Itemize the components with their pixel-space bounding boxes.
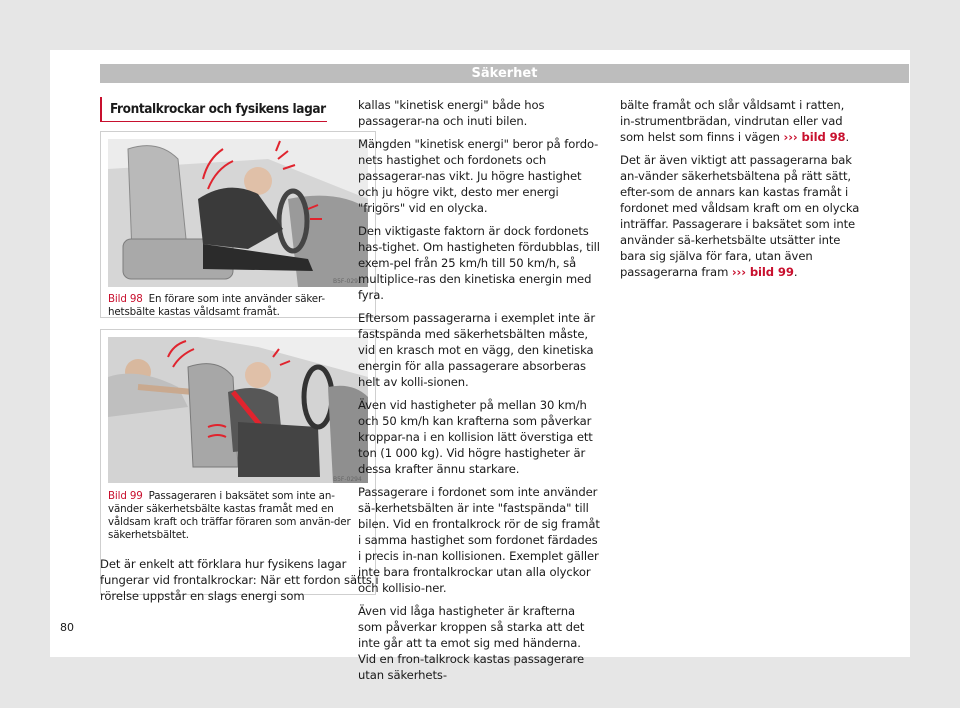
text-column-1: [100, 556, 380, 611]
figure-caption-text: En förare som inte använder säker-hetsbälte kastas våldsamt framåt.: [108, 293, 325, 318]
manual-page: [50, 50, 910, 682]
figure-label: Bild 99: [108, 490, 143, 502]
section-header: Säkerhet: [100, 64, 909, 83]
paragraph: Eftersom passagerarna i exemplet inte är fastspända med säkerhetsbälten måste, vid en krasch mot en vägg, den kinetiska energin för alla passagerare absorberas helt av kolli-sionen.: [358, 311, 595, 389]
section-heading: Frontalkrockar och fysikens lagar: [100, 97, 327, 122]
paragraph: Passagerare i fordonet som inte använder sä-kerhetsbälten är inte "fastspända" till bilen. Vid en frontalkrock rör de sig framåt i samma hastighet som fordonet färdades i precis in-nan kollisionen. Exemplet gäller inte bara frontalkrockar utan alla olyckor och kollisio-ner.: [358, 485, 600, 595]
period: .: [845, 130, 850, 144]
rear-passenger-crash-illustration: [108, 337, 368, 483]
figure-label: Bild 98: [108, 293, 143, 305]
figure-98-link[interactable]: ››› bild 98: [783, 130, 846, 144]
figure-caption-text: Passageraren i baksätet som inte an-vänder säkerhetsbälte kastas framåt med en våldsam kraft och träffar föraren som använ-der säkerhetsbältet.: [108, 490, 351, 541]
image-code: B5F-0293: [333, 278, 362, 285]
paragraph: [620, 97, 860, 145]
paragraph: Det är enkelt att förklara hur fysikens lagar fungerar vid frontalkrockar: När ett fordon sätts i rörelse uppstår en slags energi som: [100, 557, 379, 603]
figure-99-link[interactable]: ››› bild 99: [731, 265, 794, 279]
figure-98: [100, 131, 376, 318]
paragraph: [620, 152, 860, 280]
paragraph: Även vid låga hastigheter är krafterna som påverkar kroppen så starka att det inte går att ta emot sig med händerna. Vid en fron-talkrock kastas passagerare utan säkerhets-: [358, 604, 585, 682]
paragraph-text: bälte framåt och slår våldsamt i ratten, in-strumentbrädan, vindrutan eller vad som helst som finns i vägen: [620, 98, 845, 144]
text-column-2: [358, 97, 600, 690]
image-code: B5F-0294: [333, 476, 362, 483]
paragraph: kallas "kinetisk energi" både hos passagerar-na och inuti bilen.: [358, 98, 545, 128]
page-number: 80: [60, 621, 74, 634]
figure-caption: [108, 293, 369, 319]
paragraph: Den viktigaste faktorn är dock fordonets has-tighet. Om hastigheten fördubblas, till exem-pel från 25 km/h till 50 km/h, så multiplice-ras den kinetiska energin med fyra.: [358, 224, 600, 302]
text-column-3: [620, 97, 860, 287]
period: .: [793, 265, 798, 279]
paragraph-text: Det är även viktigt att passagerarna bak an-vänder säkerhetsbältena på rätt sätt, efter-som de annars kan kastas framåt i fordonet med våldsam kraft om en olycka inträffar. Passagerare i baksätet som inte använder sä-kerhetsbälte utsätter inte bara sig själva för fara, utan även passagerarna fram: [620, 153, 860, 279]
driver-crash-illustration: [108, 139, 368, 287]
paragraph: Mängden "kinetisk energi" beror på fordo-nets hastighet och fordonets och passagerar-nas vikt. Ju högre hastighet och ju högre vikt, desto mer energi "frigörs" vid en olycka.: [358, 137, 599, 215]
paragraph: Även vid hastigheter på mellan 30 km/h och 50 km/h kan krafterna som påverkar kroppar-na i en kollision lätt överstiga ett ton (1 000 kg). Vid högre hastigheter är dessa krafter ännu starkare.: [358, 398, 593, 476]
figure-caption: [108, 490, 369, 542]
